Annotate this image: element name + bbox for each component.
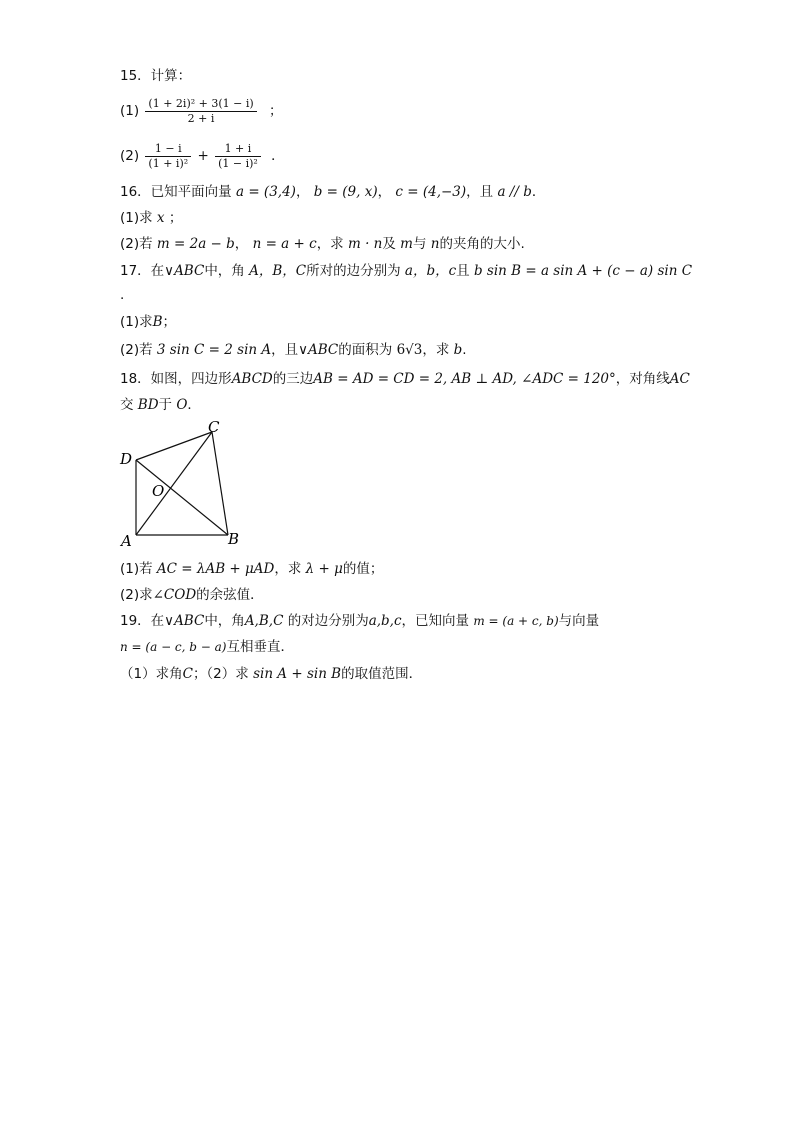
diagonal-bd — [136, 460, 228, 535]
q15-part1: (1) $\frac{\text{(1 + 2i)² + 3(1 − i)}}{2 + i}$ ； — [120, 96, 283, 125]
q19-stem: 19．在∨ABC中，角A,B,C 的对边分别为a,b,c，已知向量 m = (a + c, b)与向量 — [120, 613, 600, 629]
label-b: B — [228, 530, 240, 548]
edge-cd — [136, 432, 212, 460]
edge-bc — [212, 432, 228, 535]
q19-parts: （1）求角C；（2）求 sin A + sin B的取值范围． — [120, 666, 423, 682]
q15-fraction-1: $\frac{\text{(1 + 2i)² + 3(1 − i)}}{2 + i}$ — [145, 97, 256, 126]
label-d: D — [120, 450, 133, 468]
q15-fraction-2b: $\frac{1 + i}{\text{(1 − i)²}}$ — [215, 142, 261, 171]
q18-stem: 18．如图，四边形ABCD的三边AB = AD = CD = 2, AB ⊥ AD, ∠ADC = 120°，对角线AC — [120, 371, 690, 387]
q17-stem: 17．在∨ABC中，角 A，B，C所对的边分别为 a，b，c且 b sin B = a sin A + (c − a) sin C — [120, 263, 693, 279]
q15-fraction-2a: $\frac{1 - i}{\text{(1 + i)²}}$ — [145, 142, 191, 171]
label-c: C — [208, 418, 220, 436]
label-o: O — [152, 482, 165, 500]
label-a: A — [121, 532, 132, 550]
q16-stem: 16．已知平面向量 a = (3,4)， b = (9, x)， c = (4,−3)，且 a // b． — [120, 184, 546, 200]
q19-stem-line2: n = (a − c, b − a)互相垂直． — [120, 639, 294, 655]
q18-part2: (2)求∠COD的余弦值． — [120, 587, 264, 603]
q15-title: 15．计算： — [120, 68, 192, 84]
diagonal-ac — [136, 432, 212, 535]
q15-part2: (2) $\frac{1 - i}{\text{(1 + i)²}}$ + $\frac{1 + i}{\text{(1 − i)²}}$ ． — [120, 141, 285, 170]
q16-part2: (2)若 m = 2a − b， n = a + c，求 m · n及 m与 n的夹角的大小. — [120, 236, 525, 252]
q17-part1: (1)求B； — [120, 314, 177, 330]
q16-part1: (1)求 x ； — [120, 210, 183, 226]
q17-dot: . — [120, 287, 125, 303]
quadrilateral-figure — [112, 415, 252, 555]
q18-part1: (1)若 AC = λAB + μAD，求 λ + μ的值； — [120, 561, 384, 577]
q17-part2: (2)若 3 sin C = 2 sin A，且∨ABC的面积为 6√3，求 b. — [120, 342, 467, 358]
q18-stem-line2: 交 BD于 O． — [120, 397, 201, 413]
